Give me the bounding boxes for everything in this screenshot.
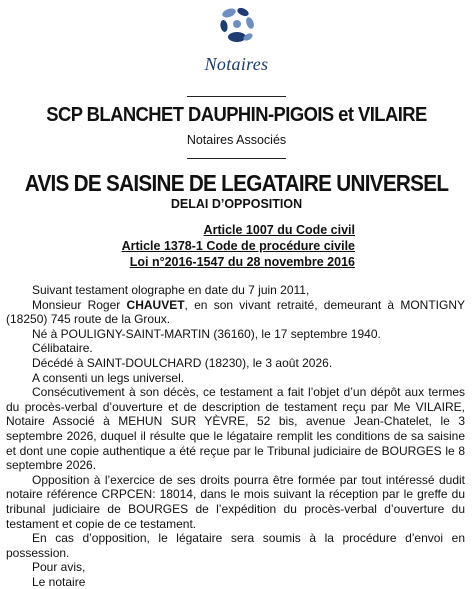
body-paragraph: Né à POULIGNY-SAINT-MARTIN (36160), le 17 septembre 1940. (32, 326, 381, 341)
middle-divider (187, 158, 286, 159)
body-paragraph: Consécutivement à son décès, ce testament a fait l’objet d’un dépôt aux termes du procès-verbal d’ouverture et de description de testament reçu par Me VILAIRE, Notaire Associé à MEHUN SUR YÈVRE, 52 bis, avenue Jean-Chatelet, le 3 septembre 2026, duquel il résulte que le légataire remplit les conditions de sa saisine et dont une copie authentique a été reçue par le Tribunal judiciaire de BOURGES le 8 septembre 2026. (6, 385, 465, 473)
body-paragraph: Célibataire. (32, 341, 93, 356)
top-divider (187, 96, 286, 97)
body-paragraph (6, 298, 465, 327)
body-paragraph: Le notaire (32, 574, 86, 589)
notice-subtitle: DELAI D’OPPOSITION (170, 197, 303, 211)
notaires-emblem-icon (212, 4, 262, 50)
body-paragraph: Pour avis, (32, 560, 86, 575)
legal-reference: Article 1007 du Code civil (203, 223, 355, 237)
body-paragraph: A consenti un legs universel. (32, 370, 185, 385)
legal-references (122, 222, 355, 270)
firm-name: SCP BLANCHET DAUPHIN-PIGOIS et VILAIRE (46, 104, 427, 126)
deceased-name: CHAUVET (126, 297, 185, 312)
legal-reference: Article 1378-1 Code de procédure civile (121, 239, 355, 253)
notaires-logo (0, 4, 473, 76)
legal-reference: Loi n°2016-1547 du 28 novembre 2016 (129, 255, 355, 269)
logo-text: Notaires (204, 54, 269, 74)
body-paragraph: Décédé à SAINT-DOULCHARD (18230), le 3 août 2026. (32, 355, 333, 370)
notice-title: AVIS DE SAISINE DE LEGATAIRE UNIVERSEL (24, 170, 449, 196)
notice-body (6, 283, 465, 589)
body-paragraph: Suivant testament olographe en date du 7 juin 2011, (32, 283, 310, 297)
text: , en son vivant retraité, demeurant à MONTIGNY (18250) 745 route de la Groux. (6, 297, 465, 327)
body-paragraph: Opposition à l’exercice de ses droits pourra être formée par tout intéressé dudit notaire référence CRPCEN: 18014, dans le mois suivant la réception par le greffe du tribunal judiciaire de BOURGES de l’expédition du procès-verbal d’ouverture du testament et copie de ce testament. (6, 472, 465, 531)
text: Monsieur Roger (32, 297, 127, 312)
firm-subtitle: Notaires Associés (186, 133, 287, 147)
body-paragraph: En cas d’opposition, le légataire sera soumis à la procédure d’envoi en possession. (6, 531, 465, 560)
